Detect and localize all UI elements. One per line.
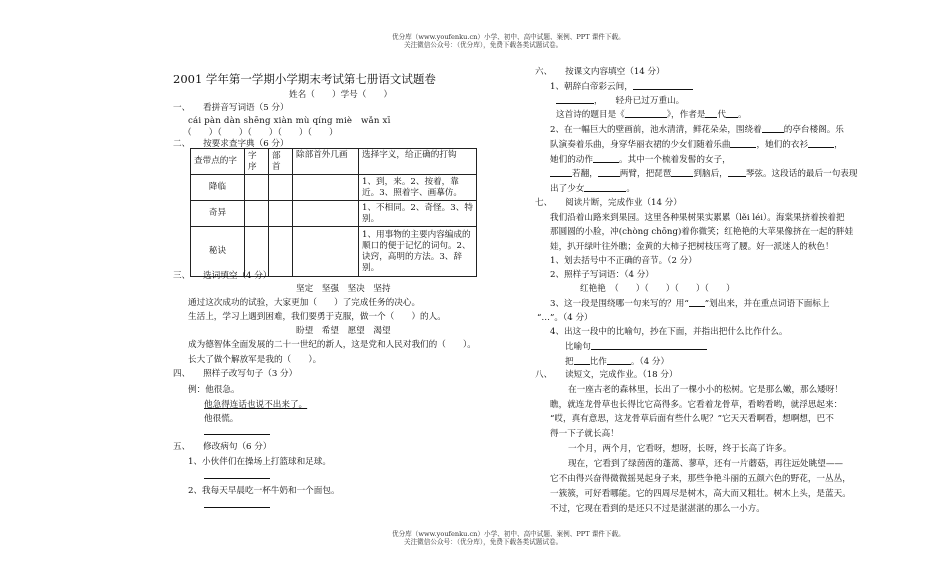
text: 2、在一幅巨大的壁画前，池水清清，鲜花朵朵，围绕着	[550, 125, 762, 135]
text: 琴弦。这段话的最后一句表现	[745, 169, 858, 179]
passage-line	[550, 168, 858, 180]
blank[interactable]	[556, 95, 594, 104]
word-example: 红艳艳 （ ）（ ）（ ）（ ）	[580, 284, 735, 294]
reading-text: 那圆圆的小脸，冲(chòng chōng)着你微笑；红艳艳的大苹果像挤在一起的胖娃	[550, 227, 854, 237]
blank[interactable]	[607, 356, 631, 365]
passage-line	[550, 183, 635, 195]
text: 。（4 分）	[630, 357, 670, 367]
blank[interactable]	[550, 168, 572, 177]
text: 两臂，把琵琶	[619, 169, 672, 179]
table-row	[191, 227, 477, 277]
text: 把	[565, 357, 574, 367]
fill-question: 生活上，学习上遇到困难，我们要勇于克服，做一个（ ）的人。	[188, 312, 446, 322]
footer-line-1: 优分库（www.youfenku.cn）小学、初中、高中试题、案例、PPT 课件下载。	[392, 530, 625, 538]
header-line-1: 优分库（www.youfenku.cn）小学、初中、高中试题、案例、PPT 课件下载。	[392, 33, 625, 41]
text: 出了少女	[550, 184, 585, 194]
story-text: 一簇簇，可好看哪能。它的四周尽是树木，高大而又粗壮。树木上头，是蓝天。	[550, 489, 851, 499]
blank[interactable]	[584, 183, 626, 192]
compare-line	[565, 356, 669, 368]
text: 代	[717, 110, 727, 120]
blank[interactable]	[726, 109, 738, 118]
example-label: 例：他很急。	[188, 385, 240, 395]
text: 这首诗的题目是《	[556, 110, 625, 120]
reading-text: 娃，扒开绿叶往外瞧；金黄的大柿子把树枝压弯了腰。好一派迷人的秋色！	[550, 242, 834, 252]
section-7-heading: 七、 阅读片断，完成作业（14 分）	[535, 198, 682, 208]
story-text: 一个月，两个月，它看呀，想呀，长呀，终于长高了许多。	[568, 444, 792, 454]
reading-text: 我们沿着山路来到果园。这里各种果树果实累累（lěi léi）。海棠果挤着挨着把	[550, 213, 845, 223]
text: 。	[626, 184, 635, 194]
fill-question: 长大了做个解放军是我的（ ）。	[188, 355, 322, 365]
text: 。	[738, 110, 747, 120]
section-3-heading: 三、 选词填空（4 分）	[173, 271, 272, 281]
blank[interactable]	[633, 81, 693, 90]
table-blank-cell[interactable]	[269, 227, 293, 277]
section-6-heading: 六、 按课文内容填空（14 分）	[535, 67, 665, 77]
story-text: “哎，真有意思，这龙骨草后面有些什么呢？”它天天看啊看，想啊想，巴不	[550, 414, 834, 424]
blank[interactable]	[728, 168, 746, 177]
blank[interactable]	[593, 154, 619, 163]
blank[interactable]	[625, 109, 667, 118]
blank[interactable]	[591, 341, 707, 350]
table-header-cell: 除部首外几画	[293, 149, 359, 175]
blank[interactable]	[598, 168, 620, 177]
text: ，她们的衣衫	[756, 140, 809, 150]
passage-line	[550, 139, 843, 151]
table-word: 奇异	[191, 201, 245, 227]
section-5-heading: 五、 修改病句（6 分）	[173, 442, 272, 452]
rewrite-question: 他很慌。	[204, 414, 239, 424]
section-1-heading: 一、 看拼音写词语（5 分）	[173, 103, 289, 113]
table-header-cell: 查带点的字	[191, 149, 245, 175]
student-info: 姓名（ ）学号（ ）	[289, 90, 393, 100]
text: 队演奏着乐曲，身穿华丽衣裙的少女们随着乐曲	[550, 140, 731, 150]
table-blank-cell[interactable]	[293, 227, 359, 277]
section-4-heading: 四、 照样子改写句子（3 分）	[173, 369, 298, 379]
answer-line[interactable]	[204, 434, 270, 435]
story-text: 现在，它看到了绿茵茵的蓬蒿、蓼草，还有一片蘑菇，再往远处眺望——	[568, 459, 844, 469]
table-blank-cell[interactable]	[245, 227, 269, 277]
text: 》，作者是	[666, 110, 706, 120]
blank[interactable]	[689, 298, 705, 307]
answer-line[interactable]	[204, 507, 270, 508]
correction-question: 2、我每天早晨吃一杯牛奶和一个面包。	[188, 486, 340, 496]
table-word: 秘诀	[191, 227, 245, 277]
table-blank-cell[interactable]	[293, 201, 359, 227]
header-line-2: 关注微信公众号：（优分库），免费下载各类试题试卷。	[404, 41, 563, 49]
passage-line	[550, 154, 731, 166]
fill-question: 通过这次成功的试验，大家更加（ ）了完成任务的决心。	[188, 298, 421, 308]
story-text: 在一座古老的森林里，长出了一棵小小的松树。它是那么嫩，那么矮呀！	[568, 385, 844, 395]
story-text: 不过，它现在看到的是还只不过是湛湛湛的那么一小方。	[550, 504, 765, 514]
blank[interactable]	[762, 124, 784, 133]
metaphor-line	[565, 341, 707, 353]
section-8-heading: 八、 读短文，完成作业。（18 分）	[535, 370, 678, 380]
word-choices-2: 盼望 希望 愿望 渴望	[296, 326, 391, 336]
text: 若翻，	[572, 169, 598, 179]
blank[interactable]	[574, 356, 590, 365]
reading-question	[550, 298, 830, 310]
table-blank-cell[interactable]	[245, 175, 269, 201]
blank[interactable]	[705, 109, 717, 118]
poem-line	[550, 81, 693, 93]
table-blank-cell[interactable]	[269, 201, 293, 227]
reading-question: 4、出这一段中的比喻句，抄在下面，并指出把什么比作什么。	[550, 327, 788, 337]
reading-question: “…”。（4 分）	[537, 313, 593, 323]
example-answer: 他急得连话也说不出来了。	[204, 400, 308, 410]
dictionary-table	[190, 148, 477, 277]
reading-question: 1、划去括号中不正确的音节。（2 分）	[550, 256, 697, 266]
text: ”划出来，并在重点词语下面标上	[704, 299, 830, 309]
text: 3、这一段是围绕哪一句来写的？用“	[550, 299, 689, 309]
blank[interactable]	[671, 168, 693, 177]
table-blank-cell[interactable]	[293, 175, 359, 201]
poem-info-line	[556, 109, 747, 121]
text: 她们的动作	[550, 155, 593, 165]
section-2-heading: 二、 按要求查字典（6 分）	[173, 139, 289, 149]
table-blank-cell[interactable]	[245, 201, 269, 227]
poem-text: 1、朝辞白帝彩云间，	[550, 82, 633, 92]
story-text: 它不由得兴奋得微微摇晃起身子来，那些争艳斗丽的五颜六色的野花，一丛丛，	[550, 474, 851, 484]
table-blank-cell[interactable]	[269, 175, 293, 201]
table-meaning: 1、不相同。2、奇怪。3、特别。	[359, 201, 477, 227]
table-meaning: 1、到，来。2、按着，靠近。3、照着字、画摹仿。	[359, 175, 477, 201]
text: 。其中一个梳着发髻的女子，	[618, 155, 731, 165]
table-header-cell: 字序	[245, 149, 269, 175]
text: 到脑后，	[693, 169, 728, 179]
text: ，	[834, 140, 843, 150]
fill-question: 成为德智体全面发展的二十一世纪的新人，这是党和人民对我们的（ ）。	[188, 340, 476, 350]
passage-line	[550, 124, 844, 136]
table-header-cell: 部首	[269, 149, 293, 175]
blank[interactable]	[808, 139, 834, 148]
pinyin-brackets: （ ）（ ）（ ）（ ）（ ）	[183, 128, 338, 138]
poem-line	[556, 95, 684, 107]
pinyin-line: cái pàn dàn shēng xiàn mù qíng miè wǎn xī	[188, 116, 391, 126]
correction-question: 1、小伙伴们在操场上打篮球和足球。	[188, 457, 331, 467]
reading-question: 2、照样子写词语：（4 分）	[550, 270, 654, 280]
table-row	[191, 201, 477, 227]
footer-line-2: 关注微信公众号：（优分库），免费下载各类试题试卷。	[404, 538, 563, 546]
page-title: 2001 学年第一学期小学期末考试第七册语文试题卷	[173, 72, 436, 86]
word-choices-1: 坚定 坚强 坚决 坚持	[296, 284, 391, 294]
table-meaning: 1、用事物的主要内容编成的顺口的便于记忆的词句。2、诀窍，高明的方法。3、辞别。	[359, 227, 477, 277]
story-text: 瞧，就连龙骨草也长得比它高得多。它看着龙骨草，看哟看哟，就浮思起来：	[550, 400, 843, 410]
table-header-cell: 选择字义，给正确的打钩	[359, 149, 477, 175]
text: 比喻句	[565, 342, 591, 352]
blank[interactable]	[730, 139, 756, 148]
text: 的亭台楼阁。乐	[783, 125, 844, 135]
story-text: 得一下子就长高！	[550, 429, 619, 439]
text: 比作	[589, 357, 607, 367]
poem-text: ， 轻舟已过万重山。	[594, 96, 685, 106]
table-word: 降临	[191, 175, 245, 201]
table-row	[191, 175, 477, 201]
answer-line[interactable]	[204, 478, 270, 479]
